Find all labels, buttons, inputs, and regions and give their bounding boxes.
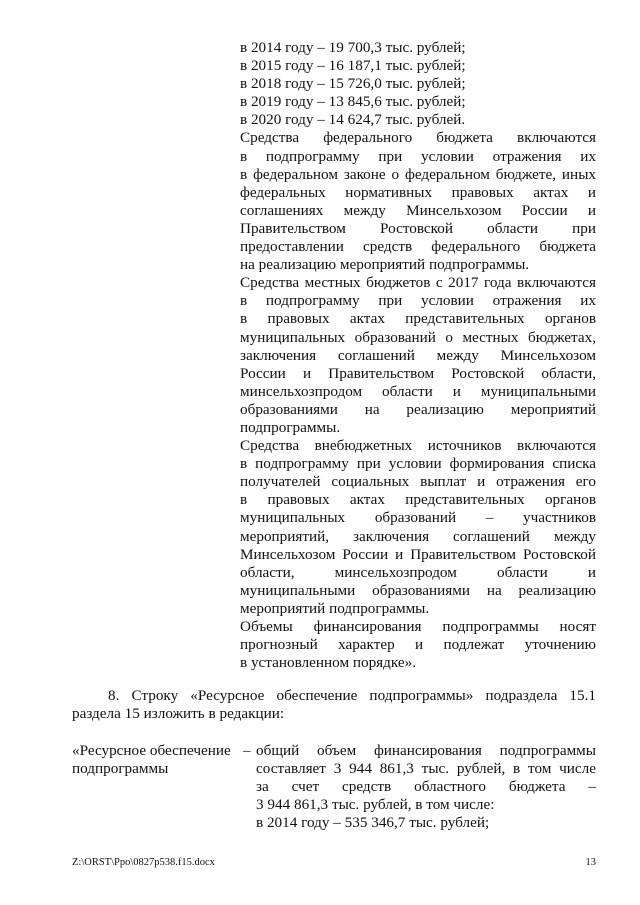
text-line: мероприятий подпрограммы. <box>240 599 430 617</box>
resource-table-label <box>72 742 242 778</box>
item-8-paragraph <box>72 687 596 723</box>
year-line: в 2020 году – 14 624,7 тыс. рублей. <box>240 111 466 129</box>
footer-file-path: Z:\ORST\Ppo\0827p538.f15.docx <box>72 857 215 868</box>
text-line: общий объем финансирования подпрограммы <box>256 742 596 759</box>
text-line: прогнозный характер и подлежат уточнению <box>240 636 596 654</box>
text-line: в установленном порядке». <box>240 654 417 672</box>
year-line: в 2018 году – 15 726,0 тыс. рублей; <box>240 75 466 93</box>
years-list <box>240 39 596 129</box>
federal-paragraph <box>240 129 596 274</box>
text-line: 8. Строку «Ресурсное обеспечение подпрограммы» подраздела 15.1 <box>108 687 596 704</box>
dash-mark: – <box>243 742 251 759</box>
text-line: Средства внебюджетных источников включаются <box>240 437 596 455</box>
text-line: «Ресурсное обеспечение <box>72 742 231 759</box>
text-line: Минсельхозом России и Правительством Ростовской <box>240 545 596 563</box>
resource-table-dash <box>243 742 255 760</box>
text-line: муниципальных образований о местных бюджетах, <box>240 328 596 346</box>
page-number: 13 <box>585 857 596 868</box>
text-line: подпрограммы. <box>240 418 341 436</box>
text-line: образованиями на реализацию мероприятий <box>240 400 596 418</box>
text-line: области, минсельхозпродом области и <box>240 563 596 581</box>
text-line: составляет 3 944 861,3 тыс. рублей, в том числе <box>256 760 596 778</box>
text-line: России и Правительством Ростовской области, <box>240 364 596 382</box>
text-line: Объемы финансирования подпрограммы носят <box>240 618 596 635</box>
text-line: муниципальными образованиями на реализацию <box>240 581 596 599</box>
text-line: муниципальных образований – участников <box>240 509 596 527</box>
text-line: федеральных нормативных правовых актах и <box>240 183 596 201</box>
text-line: за счет средств областного бюджета – <box>256 778 596 796</box>
text-line: в подпрограмму при условии отражения их <box>240 147 596 165</box>
text-line: в подпрограмму при условии формирования списка <box>240 455 596 473</box>
text-line: в правовых актах представительных органов <box>240 310 596 328</box>
text-line: соглашениях между Минсельхозом России и <box>240 201 596 219</box>
text-line: в федеральном законе о федеральном бюджете, иных <box>240 165 596 183</box>
year-line: в 2014 году – 19 700,3 тыс. рублей; <box>240 39 466 56</box>
extrabudget-paragraph <box>240 437 596 618</box>
text-line: 3 944 861,3 тыс. рублей, в том числе: <box>256 796 495 814</box>
local-budget-paragraph <box>240 274 596 437</box>
text-line: получателей социальных выплат и отражения его <box>240 473 596 491</box>
text-line: Средства местных бюджетов с 2017 года включаются <box>240 274 596 292</box>
text-line: на реализацию мероприятий подпрограммы. <box>240 256 530 274</box>
text-line: мероприятий, заключения соглашений между <box>240 527 596 545</box>
text-line: предоставлении средств федерального бюджета <box>240 238 596 256</box>
text-line: в 2014 году – 535 346,7 тыс. рублей; <box>256 814 490 832</box>
year-line: в 2015 году – 16 187,1 тыс. рублей; <box>240 57 466 75</box>
year-line: в 2019 году – 13 845,6 тыс. рублей; <box>240 93 466 111</box>
text-line: в правовых актах представительных органов <box>240 491 596 509</box>
text-line: в подпрограмму при условии отражения их <box>240 292 596 310</box>
volumes-paragraph <box>240 618 596 672</box>
text-line: Средства федерального бюджета включаются <box>240 129 596 147</box>
text-line: подпрограммы <box>72 760 169 778</box>
resource-text-column <box>240 39 596 672</box>
text-line: раздела 15 изложить в редакции: <box>72 705 285 723</box>
text-line: минсельхозпродом области и муниципальными <box>240 382 596 400</box>
text-line: заключения соглашений между Минсельхозом <box>240 346 596 364</box>
text-line: Правительством Ростовской области при <box>240 219 596 237</box>
resource-table-value <box>256 742 596 832</box>
